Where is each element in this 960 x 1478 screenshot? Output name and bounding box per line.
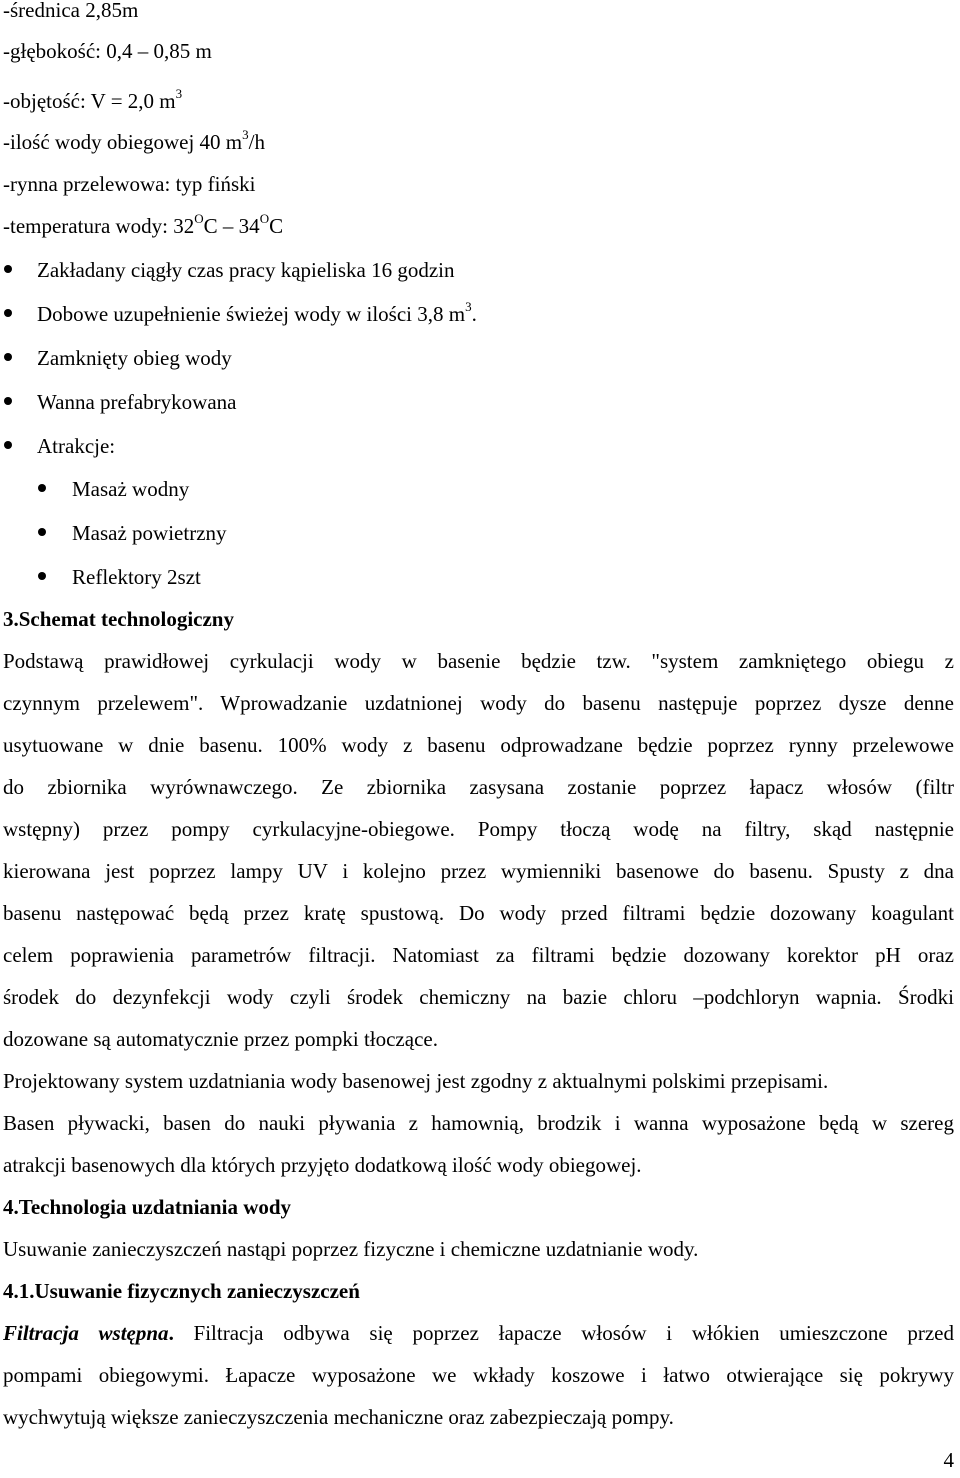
bullet-dot-icon [4, 441, 12, 449]
paragraph-line: basenu następować będą przez kratę spustową. Do wody przed filtrami będzie dozowany koagulant [3, 901, 954, 925]
paragraph-line: Podstawą prawidłowej cyrkulacji wody w basenie będzie tzw. "system zamkniętego obiegu z [3, 649, 954, 673]
bullet-dot-icon [4, 265, 12, 273]
attractions-paragraph-line-1: Basen pływacki, basen do nauki pływania z hamownią, brodzik i wanna wyposażone będą w szereg [3, 1111, 954, 1135]
temp-text-2: C – 34 [203, 214, 260, 238]
bullet-attractions: Atrakcje: [37, 434, 116, 458]
paragraph-line: do zbiornika wyrównawczego. Ze zbiornika zasysana zostanie poprzez łapacz włosów (filtr [3, 775, 954, 799]
bullet-dot-icon [4, 309, 12, 317]
temp-text-3: C [269, 214, 284, 238]
temp-degree-2: O [259, 211, 270, 226]
filtration-text-1: Filtracja odbywa się poprzez łapacze włosów i włókien umieszczone przed [193, 1321, 954, 1345]
bullet-fresh-water [37, 299, 477, 329]
section-4-heading: 4.Technologia uzdatniania wody [3, 1195, 292, 1219]
temp-degree-1: O [194, 211, 204, 226]
temp-text-1: -temperatura wody: 32 [3, 214, 195, 238]
paragraph-line: wstępny) przez pompy cyrkulacyjne-obiegowe. Pompy tłoczą wodę na filtry, skąd następnie [3, 817, 954, 841]
section-3-heading: 3.Schemat technologiczny [3, 607, 234, 631]
flow-text: -ilość wody obiegowej 40 m [3, 130, 243, 154]
volume-exponent: 3 [175, 86, 183, 101]
compliance-paragraph: Projektowany system uzdatniania wody basenowej jest zgodny z aktualnymi polskimi przepisami. [3, 1069, 829, 1093]
paragraph-line: celem poprawienia parametrów filtracji. Natomiast za filtrami będzie dozowany korektor pH oraz [3, 943, 954, 967]
param-volume [3, 86, 183, 116]
paragraph-line: czynnym przelewem". Wprowadzanie uzdatnionej wody do basenu następuje poprzez dysze denne [3, 691, 954, 715]
fresh-water-exponent: 3 [465, 299, 472, 314]
fresh-water-end: . [471, 302, 477, 326]
fresh-water-text: Dobowe uzupełnienie świeżej wody w ilości 3,8 m [37, 302, 466, 326]
paragraph-line: kierowana jest poprzez lampy UV i kolejno przez wymienniki basenowe do basenu. Spusty z dna [3, 859, 954, 883]
paragraph-line: środek do dezynfekcji wody czyli środek chemiczny na bazie chloru –podchloryn wapnia. Środki [3, 985, 954, 1009]
sub-bullet-dot-icon [38, 572, 46, 580]
sub-bullet-dot-icon [38, 528, 46, 536]
flow-exponent: 3 [242, 127, 249, 142]
filtration-term: Filtracja wstępna [3, 1321, 169, 1345]
paragraph-line: usytuowane w dnie basenu. 100% wody z basenu odprowadzane będzie poprzez rynny przelewowe [3, 733, 954, 757]
filtration-line-1 [3, 1321, 954, 1345]
filtration-term-dot: . [168, 1321, 174, 1345]
section-4-intro: Usuwanie zanieczyszczeń nastąpi poprzez fizyczne i chemiczne uzdatnianie wody. [3, 1237, 699, 1261]
flow-unit: /h [248, 130, 265, 154]
page-number: 4 [943, 1448, 954, 1472]
section-4-1-heading: 4.1.Usuwanie fizycznych zanieczyszczeń [3, 1279, 360, 1303]
bullet-closed-circuit: Zamknięty obieg wody [37, 346, 232, 370]
sub-bullet-air-massage: Masaż powietrzny [72, 521, 227, 545]
sub-bullet-dot-icon [38, 484, 46, 492]
sub-bullet-water-massage: Masaż wodny [72, 477, 190, 501]
attractions-paragraph-line-2: atrakcji basenowych dla których przyjęto dodatkową ilość wody obiegowej. [3, 1153, 642, 1177]
filtration-line-3: wychwytują większe zanieczyszczenia mechaniczne oraz zabezpieczają pompy. [3, 1405, 674, 1429]
sub-bullet-reflectors: Reflektory 2szt [72, 565, 201, 589]
bullet-dot-icon [4, 397, 12, 405]
param-flow [3, 127, 265, 157]
volume-text: -objętość: V = 2,0 m [3, 89, 176, 113]
paragraph-line: dozowane są automatycznie przez pompki tłoczące. [3, 1027, 438, 1051]
param-gutter: -rynna przelewowa: typ fiński [3, 172, 256, 196]
bullet-dot-icon [4, 353, 12, 361]
param-depth: -głębokość: 0,4 – 0,85 m [3, 39, 212, 63]
param-temperature [3, 211, 284, 241]
bullet-operating-time: Zakładany ciągły czas pracy kąpieliska 16 godzin [37, 258, 455, 282]
filtration-line-2: pompami obiegowymi. Łapacze wyposażone we wkłady koszowe i łatwo otwierające się pokrywy [3, 1363, 954, 1387]
bullet-prefab-tub: Wanna prefabrykowana [37, 390, 237, 414]
param-diameter: -średnica 2,85m [3, 0, 139, 22]
